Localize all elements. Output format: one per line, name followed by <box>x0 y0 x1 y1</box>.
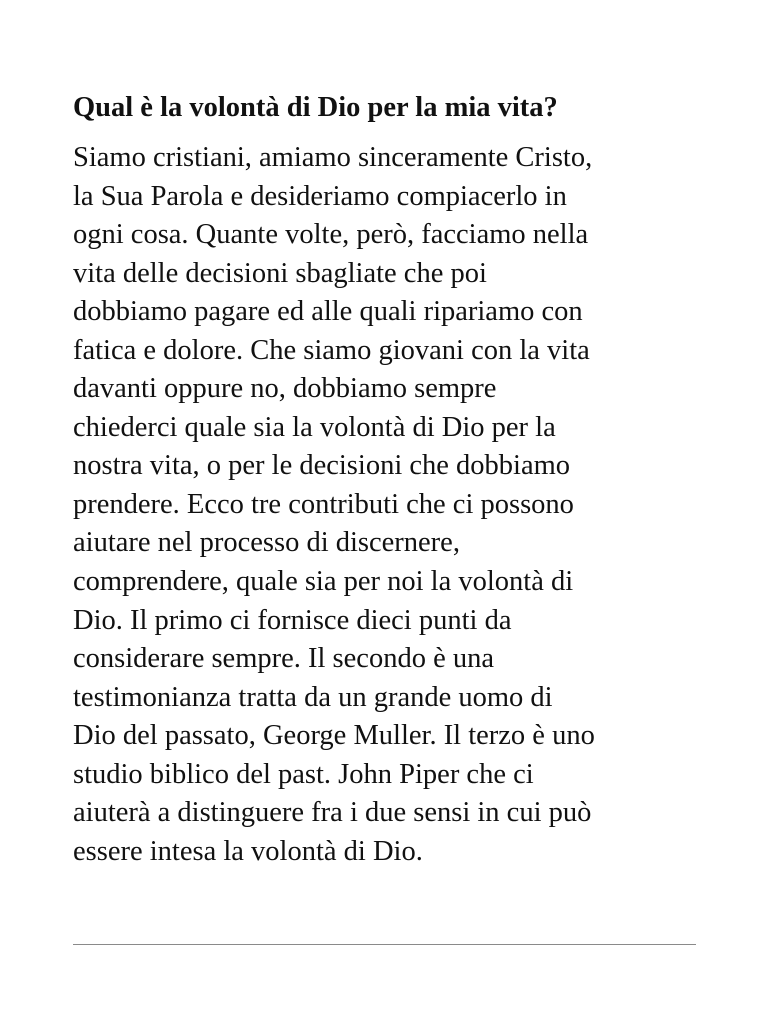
body-line: aiutare nel processo di discernere, <box>73 527 460 559</box>
body-line: Dio del passato, George Muller. Il terzo è uno <box>73 720 595 752</box>
body-line: Dio. Il primo ci fornisce dieci punti da <box>73 604 512 636</box>
document-title: Qual è la volontà di Dio per la mia vita? <box>73 92 558 123</box>
body-line: considerare sempre. Il secondo è una <box>73 643 494 675</box>
body-line: chiederci quale sia la volontà di Dio per la <box>73 411 556 443</box>
body-line: comprendere, quale sia per noi la volontà di <box>73 566 574 598</box>
body-line: davanti oppure no, dobbiamo sempre <box>73 373 497 405</box>
body-line: fatica e dolore. Che siamo giovani con la vita <box>73 334 590 366</box>
body-line: aiuterà a distinguere fra i due sensi in cui può <box>73 797 592 829</box>
body-line: studio biblico del past. John Piper che ci <box>73 758 534 790</box>
document-body-paragraph <box>73 139 713 871</box>
body-line: essere intesa la volontà di Dio. <box>73 835 423 867</box>
body-line: dobbiamo pagare ed alle quali ripariamo con <box>73 296 583 328</box>
body-line: prendere. Ecco tre contributi che ci possono <box>73 488 574 520</box>
body-line: nostra vita, o per le decisioni che dobbiamo <box>73 450 571 482</box>
footer-divider <box>73 944 696 945</box>
body-line: testimonianza tratta da un grande uomo di <box>73 681 553 713</box>
body-line: ogni cosa. Quante volte, però, facciamo nella <box>73 219 589 251</box>
body-line: la Sua Parola e desideriamo compiacerlo in <box>73 180 567 212</box>
body-line: vita delle decisioni sbagliate che poi <box>73 257 487 289</box>
body-line: Siamo cristiani, amiamo sinceramente Cristo, <box>73 142 593 173</box>
